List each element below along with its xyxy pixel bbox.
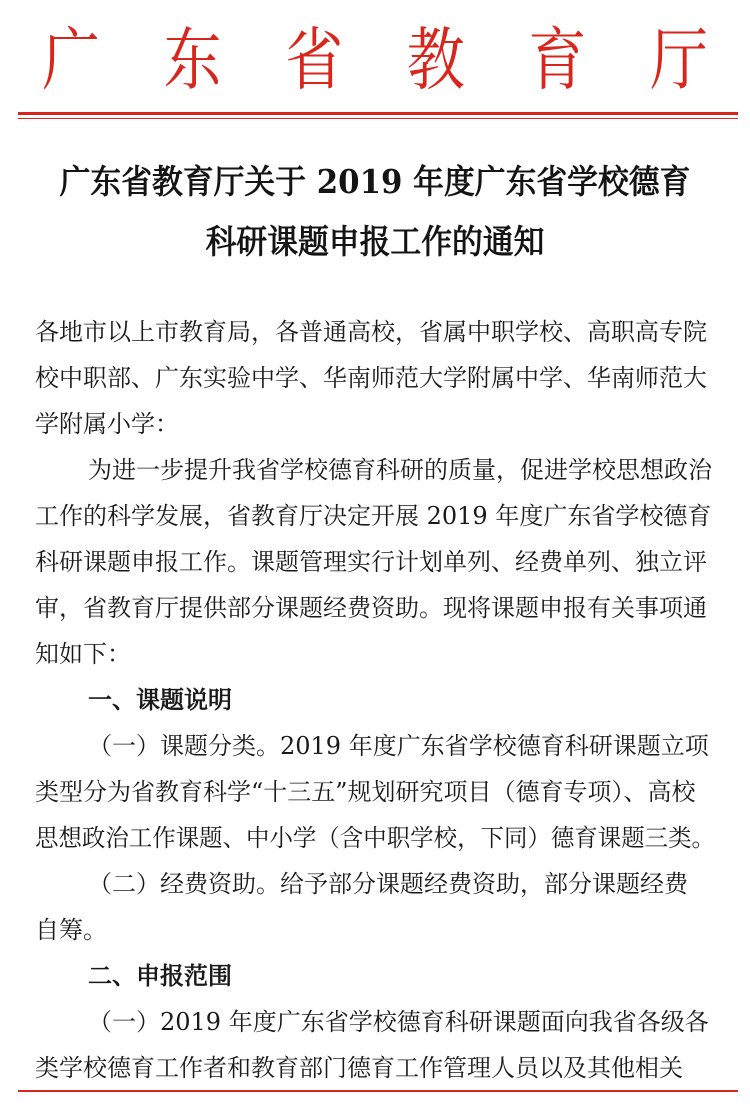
- letterhead-title: [30, 20, 720, 100]
- section2-item1-line-1: （一）2019 年度广东省学校德育科研课题面向我省各级各: [88, 1008, 709, 1036]
- document-title-line-1: 广东省教育厅关于 2019 年度广东省学校德育: [59, 162, 691, 201]
- addressee-line-3: 学附属小学：: [35, 410, 179, 438]
- addressee-line-1: 各地市以上市教育局，各普通高校，省属中职学校、高职高专院: [35, 318, 707, 346]
- footer-rule: [18, 1090, 738, 1092]
- intro-line-5: 知如下：: [35, 640, 131, 668]
- letterhead-char: 厅: [649, 19, 708, 101]
- letterhead-rule-top: [18, 112, 738, 115]
- intro-line-2: 工作的科学发展，省教育厅决定开展 2019 年度广东省学校德育: [35, 502, 712, 530]
- addressee-line-2: 校中职部、广东实验中学、华南师范大学附属中学、华南师范大: [35, 364, 707, 392]
- section1-item1-line-3: 思想政治工作课题、中小学（含中职学校，下同）德育课题三类。: [35, 824, 715, 852]
- letterhead-char: 教: [406, 19, 465, 101]
- section-heading-1: 一、课题说明: [88, 686, 232, 714]
- document-title-line-2: 科研课题申报工作的通知: [205, 222, 545, 261]
- section1-item1-line-2: 类型分为省教育科学“十三五”规划研究项目（德育专项）、高校: [35, 778, 696, 806]
- section-heading-2: 二、申报范围: [88, 962, 232, 990]
- letterhead-char: 东: [163, 19, 222, 101]
- letterhead-char: 育: [528, 19, 587, 101]
- intro-line-1: 为进一步提升我省学校德育科研的质量，促进学校思想政治: [88, 456, 712, 484]
- letterhead-rule-bottom: [18, 118, 738, 119]
- section1-item2-line-1: （二）经费资助。给予部分课题经费资助，部分课题经费: [88, 870, 688, 898]
- intro-line-3: 科研课题申报工作。课题管理实行计划单列、经费单列、独立评: [35, 548, 707, 576]
- letterhead-char: 省: [285, 19, 344, 101]
- intro-line-4: 审，省教育厅提供部分课题经费资助。现将课题申报有关事项通: [35, 594, 707, 622]
- section2-item1-line-2: 类学校德育工作者和教育部门德育工作管理人员以及其他相关: [35, 1054, 683, 1082]
- section1-item1-line-1: （一）课题分类。2019 年度广东省学校德育科研课题立项: [88, 732, 709, 760]
- section1-item2-line-2: 自筹。: [35, 916, 107, 944]
- letterhead-char: 广: [42, 19, 101, 101]
